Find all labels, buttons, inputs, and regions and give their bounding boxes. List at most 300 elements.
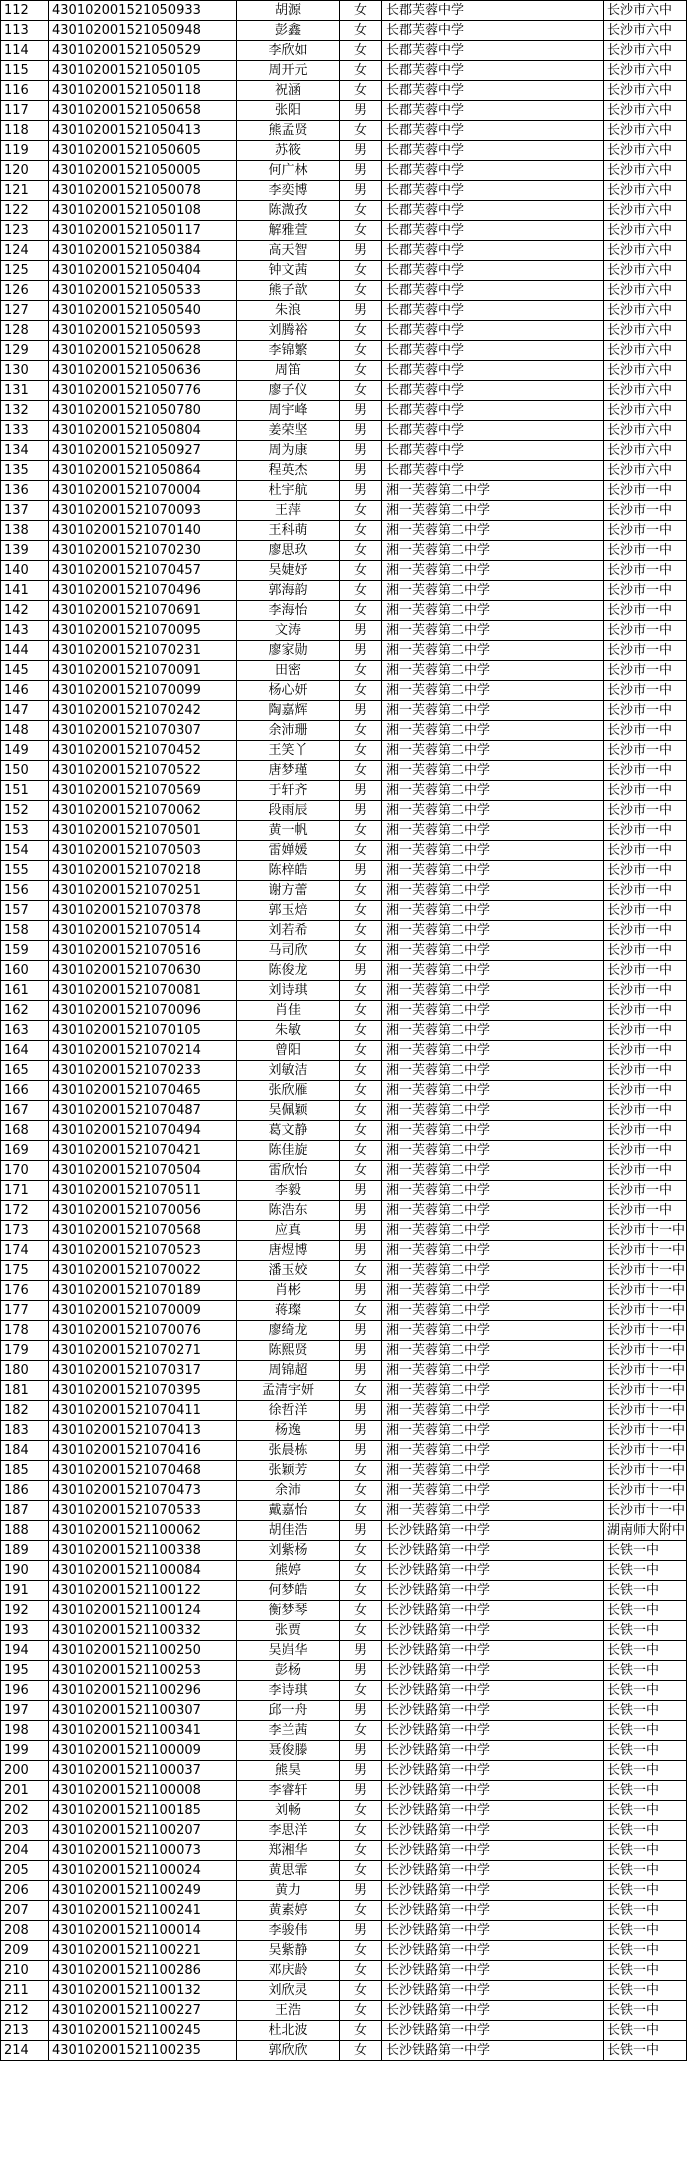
table-row [1, 1201, 687, 1221]
student-name-cell: 吴岿华 [237, 1641, 340, 1661]
registration-number-cell: 430102001521050529 [49, 41, 237, 61]
registration-number-cell: 430102001521070218 [49, 861, 237, 881]
junior-school-cell: 长郡芙蓉中学 [382, 181, 604, 201]
registration-number-cell: 430102001521070465 [49, 1081, 237, 1101]
student-name-cell: 熊昊 [237, 1761, 340, 1781]
registration-number-cell: 430102001521070630 [49, 961, 237, 981]
student-name-cell: 邱一舟 [237, 1701, 340, 1721]
table-row [1, 341, 687, 361]
table-row [1, 801, 687, 821]
student-name-cell: 衡梦琴 [237, 1601, 340, 1621]
gender-cell: 女 [340, 1461, 382, 1481]
student-name-cell: 王科萌 [237, 521, 340, 541]
admitted-school-cell: 长沙市十一中 [604, 1461, 687, 1481]
registration-number-cell: 430102001521070523 [49, 1241, 237, 1261]
junior-school-cell: 长沙铁路第一中学 [382, 1541, 604, 1561]
row-number-cell: 131 [1, 381, 49, 401]
row-number-cell: 139 [1, 541, 49, 561]
registration-number-cell: 430102001521070568 [49, 1221, 237, 1241]
student-name-cell: 徐哲洋 [237, 1401, 340, 1421]
registration-number-cell: 430102001521070096 [49, 1001, 237, 1021]
junior-school-cell: 长沙铁路第一中学 [382, 1561, 604, 1581]
gender-cell: 女 [340, 881, 382, 901]
student-name-cell: 段雨辰 [237, 801, 340, 821]
junior-school-cell: 湘一芙蓉第二中学 [382, 1181, 604, 1201]
registration-number-cell: 430102001521050948 [49, 21, 237, 41]
student-name-cell: 曾阳 [237, 1041, 340, 1061]
student-name-cell: 解雅萱 [237, 221, 340, 241]
row-number-cell: 144 [1, 641, 49, 661]
registration-number-cell: 430102001521050636 [49, 361, 237, 381]
junior-school-cell: 湘一芙蓉第二中学 [382, 621, 604, 641]
registration-number-cell: 430102001521070242 [49, 701, 237, 721]
registration-number-cell: 430102001521100037 [49, 1761, 237, 1781]
table-row [1, 261, 687, 281]
table-row [1, 81, 687, 101]
table-row [1, 1441, 687, 1461]
table-row [1, 201, 687, 221]
admitted-school-cell: 湖南师大附中 [604, 1521, 687, 1541]
registration-number-cell: 430102001521070452 [49, 741, 237, 761]
gender-cell: 男 [340, 401, 382, 421]
gender-cell: 女 [340, 21, 382, 41]
registration-number-cell: 430102001521100235 [49, 2041, 237, 2061]
student-name-cell: 王笑丫 [237, 741, 340, 761]
row-number-cell: 186 [1, 1481, 49, 1501]
gender-cell: 女 [340, 721, 382, 741]
gender-cell: 女 [340, 261, 382, 281]
student-name-cell: 刘诗琪 [237, 981, 340, 1001]
student-name-cell: 祝涵 [237, 81, 340, 101]
junior-school-cell: 湘一芙蓉第二中学 [382, 1381, 604, 1401]
table-row [1, 881, 687, 901]
student-name-cell: 郭海韵 [237, 581, 340, 601]
table-row [1, 1041, 687, 1061]
row-number-cell: 158 [1, 921, 49, 941]
admitted-school-cell: 长铁一中 [604, 1641, 687, 1661]
admitted-school-cell: 长沙市一中 [604, 901, 687, 921]
junior-school-cell: 湘一芙蓉第二中学 [382, 661, 604, 681]
row-number-cell: 115 [1, 61, 49, 81]
table-row [1, 901, 687, 921]
table-row [1, 1381, 687, 1401]
registration-number-cell: 430102001521100286 [49, 1961, 237, 1981]
student-name-cell: 郭玉焙 [237, 901, 340, 921]
student-name-cell: 杨心妍 [237, 681, 340, 701]
gender-cell: 男 [340, 1201, 382, 1221]
student-name-cell: 刘畅 [237, 1801, 340, 1821]
row-number-cell: 148 [1, 721, 49, 741]
table-row [1, 21, 687, 41]
student-name-cell: 刘腾裕 [237, 321, 340, 341]
table-row [1, 401, 687, 421]
registration-number-cell: 430102001521070411 [49, 1401, 237, 1421]
table-row [1, 1081, 687, 1101]
junior-school-cell: 长郡芙蓉中学 [382, 1, 604, 21]
gender-cell: 女 [340, 921, 382, 941]
junior-school-cell: 长郡芙蓉中学 [382, 441, 604, 461]
gender-cell: 女 [340, 541, 382, 561]
gender-cell: 男 [340, 1921, 382, 1941]
gender-cell: 女 [340, 501, 382, 521]
gender-cell: 女 [340, 1681, 382, 1701]
gender-cell: 男 [340, 781, 382, 801]
row-number-cell: 198 [1, 1721, 49, 1741]
row-number-cell: 168 [1, 1121, 49, 1141]
admitted-school-cell: 长沙市十一中 [604, 1401, 687, 1421]
row-number-cell: 170 [1, 1161, 49, 1181]
gender-cell: 女 [340, 981, 382, 1001]
row-number-cell: 149 [1, 741, 49, 761]
junior-school-cell: 长沙铁路第一中学 [382, 1761, 604, 1781]
row-number-cell: 175 [1, 1261, 49, 1281]
junior-school-cell: 长沙铁路第一中学 [382, 2001, 604, 2021]
admitted-school-cell: 长沙市六中 [604, 201, 687, 221]
registration-number-cell: 430102001521070076 [49, 1321, 237, 1341]
table-row [1, 1621, 687, 1641]
table-row [1, 1461, 687, 1481]
admitted-school-cell: 长沙市十一中 [604, 1221, 687, 1241]
junior-school-cell: 湘一芙蓉第二中学 [382, 721, 604, 741]
junior-school-cell: 湘一芙蓉第二中学 [382, 761, 604, 781]
registration-number-cell: 430102001521100009 [49, 1741, 237, 1761]
junior-school-cell: 长郡芙蓉中学 [382, 321, 604, 341]
student-name-cell: 张贾 [237, 1621, 340, 1641]
admitted-school-cell: 长沙市一中 [604, 861, 687, 881]
table-row [1, 1581, 687, 1601]
row-number-cell: 147 [1, 701, 49, 721]
student-name-cell: 余沛珊 [237, 721, 340, 741]
admitted-school-cell: 长沙市一中 [604, 1101, 687, 1121]
student-name-cell: 孟清宇妍 [237, 1381, 340, 1401]
student-name-cell: 李欣如 [237, 41, 340, 61]
junior-school-cell: 长郡芙蓉中学 [382, 221, 604, 241]
admitted-school-cell: 长沙市一中 [604, 581, 687, 601]
junior-school-cell: 湘一芙蓉第二中学 [382, 1301, 604, 1321]
student-name-cell: 陶嘉辉 [237, 701, 340, 721]
row-number-cell: 124 [1, 241, 49, 261]
admitted-school-cell: 长沙市十一中 [604, 1261, 687, 1281]
student-name-cell: 李海怡 [237, 601, 340, 621]
registration-number-cell: 430102001521050413 [49, 121, 237, 141]
gender-cell: 男 [340, 1441, 382, 1461]
row-number-cell: 182 [1, 1401, 49, 1421]
row-number-cell: 119 [1, 141, 49, 161]
gender-cell: 男 [340, 861, 382, 881]
gender-cell: 女 [340, 201, 382, 221]
student-name-cell: 陈梓皓 [237, 861, 340, 881]
table-row [1, 1521, 687, 1541]
registration-number-cell: 430102001521070395 [49, 1381, 237, 1401]
junior-school-cell: 长郡芙蓉中学 [382, 361, 604, 381]
row-number-cell: 180 [1, 1361, 49, 1381]
registration-number-cell: 430102001521100296 [49, 1681, 237, 1701]
admitted-school-cell: 长沙市一中 [604, 821, 687, 841]
row-number-cell: 196 [1, 1681, 49, 1701]
table-row [1, 41, 687, 61]
registration-number-cell: 430102001521100008 [49, 1781, 237, 1801]
junior-school-cell: 长郡芙蓉中学 [382, 421, 604, 441]
admitted-school-cell: 长铁一中 [604, 1661, 687, 1681]
admitted-school-cell: 长沙市一中 [604, 661, 687, 681]
gender-cell: 女 [340, 1621, 382, 1641]
junior-school-cell: 湘一芙蓉第二中学 [382, 1241, 604, 1261]
student-name-cell: 聂俊滕 [237, 1741, 340, 1761]
gender-cell: 女 [340, 661, 382, 681]
registration-number-cell: 430102001521100332 [49, 1621, 237, 1641]
junior-school-cell: 长沙铁路第一中学 [382, 2021, 604, 2041]
admitted-school-cell: 长沙市六中 [604, 121, 687, 141]
row-number-cell: 173 [1, 1221, 49, 1241]
registration-number-cell: 430102001521050404 [49, 261, 237, 281]
admitted-school-cell: 长铁一中 [604, 2041, 687, 2061]
gender-cell: 女 [340, 1481, 382, 1501]
admitted-school-cell: 长沙市一中 [604, 481, 687, 501]
junior-school-cell: 长郡芙蓉中学 [382, 401, 604, 421]
row-number-cell: 116 [1, 81, 49, 101]
gender-cell: 女 [340, 1841, 382, 1861]
table-row [1, 1701, 687, 1721]
junior-school-cell: 长郡芙蓉中学 [382, 301, 604, 321]
row-number-cell: 185 [1, 1461, 49, 1481]
row-number-cell: 136 [1, 481, 49, 501]
gender-cell: 女 [340, 1561, 382, 1581]
admitted-school-cell: 长沙市一中 [604, 1161, 687, 1181]
registration-number-cell: 430102001521100245 [49, 2021, 237, 2041]
table-row [1, 1261, 687, 1281]
row-number-cell: 128 [1, 321, 49, 341]
junior-school-cell: 长沙铁路第一中学 [382, 1681, 604, 1701]
admitted-school-cell: 长沙市六中 [604, 161, 687, 181]
registration-number-cell: 430102001521070511 [49, 1181, 237, 1201]
registration-number-cell: 430102001521070095 [49, 621, 237, 641]
table-row [1, 1861, 687, 1881]
junior-school-cell: 长郡芙蓉中学 [382, 21, 604, 41]
admitted-school-cell: 长沙市一中 [604, 1121, 687, 1141]
row-number-cell: 201 [1, 1781, 49, 1801]
admitted-school-cell: 长铁一中 [604, 1921, 687, 1941]
admitted-school-cell: 长铁一中 [604, 1741, 687, 1761]
row-number-cell: 143 [1, 621, 49, 641]
row-number-cell: 161 [1, 981, 49, 1001]
table-row [1, 721, 687, 741]
table-row [1, 561, 687, 581]
junior-school-cell: 湘一芙蓉第二中学 [382, 1101, 604, 1121]
junior-school-cell: 长沙铁路第一中学 [382, 1741, 604, 1761]
student-name-cell: 廖子仪 [237, 381, 340, 401]
admitted-school-cell: 长沙市一中 [604, 981, 687, 1001]
row-number-cell: 123 [1, 221, 49, 241]
student-name-cell: 王萍 [237, 501, 340, 521]
junior-school-cell: 长郡芙蓉中学 [382, 381, 604, 401]
junior-school-cell: 湘一芙蓉第二中学 [382, 1141, 604, 1161]
gender-cell: 男 [340, 1221, 382, 1241]
row-number-cell: 189 [1, 1541, 49, 1561]
row-number-cell: 171 [1, 1181, 49, 1201]
student-name-cell: 郭欣欣 [237, 2041, 340, 2061]
junior-school-cell: 湘一芙蓉第二中学 [382, 901, 604, 921]
student-name-cell: 朱敏 [237, 1021, 340, 1041]
student-name-cell: 熊子歆 [237, 281, 340, 301]
junior-school-cell: 湘一芙蓉第二中学 [382, 1401, 604, 1421]
student-name-cell: 唐煜博 [237, 1241, 340, 1261]
junior-school-cell: 长郡芙蓉中学 [382, 241, 604, 261]
table-row [1, 1241, 687, 1261]
junior-school-cell: 长沙铁路第一中学 [382, 1861, 604, 1881]
student-name-cell: 余沛 [237, 1481, 340, 1501]
student-name-cell: 吴婕妤 [237, 561, 340, 581]
student-name-cell: 李骏伟 [237, 1921, 340, 1941]
junior-school-cell: 湘一芙蓉第二中学 [382, 1341, 604, 1361]
row-number-cell: 159 [1, 941, 49, 961]
table-row [1, 501, 687, 521]
table-row [1, 1281, 687, 1301]
table-row [1, 781, 687, 801]
admitted-school-cell: 长沙市一中 [604, 701, 687, 721]
student-name-cell: 雷婵媛 [237, 841, 340, 861]
gender-cell: 女 [340, 1101, 382, 1121]
gender-cell: 男 [340, 161, 382, 181]
table-row [1, 821, 687, 841]
admitted-school-cell: 长铁一中 [604, 1841, 687, 1861]
admitted-school-cell: 长沙市十一中 [604, 1481, 687, 1501]
junior-school-cell: 湘一芙蓉第二中学 [382, 781, 604, 801]
student-name-cell: 程英杰 [237, 461, 340, 481]
student-name-cell: 姜荣坚 [237, 421, 340, 441]
table-row [1, 841, 687, 861]
admitted-school-cell: 长铁一中 [604, 1601, 687, 1621]
table-row [1, 621, 687, 641]
student-name-cell: 陈溦孜 [237, 201, 340, 221]
registration-number-cell: 430102001521070093 [49, 501, 237, 521]
junior-school-cell: 湘一芙蓉第二中学 [382, 1481, 604, 1501]
row-number-cell: 134 [1, 441, 49, 461]
table-row [1, 1961, 687, 1981]
table-row [1, 481, 687, 501]
student-name-cell: 何梦皓 [237, 1581, 340, 1601]
registration-number-cell: 430102001521100185 [49, 1801, 237, 1821]
junior-school-cell: 长沙铁路第一中学 [382, 1621, 604, 1641]
registration-number-cell: 430102001521070501 [49, 821, 237, 841]
table-row [1, 1661, 687, 1681]
junior-school-cell: 长沙铁路第一中学 [382, 1601, 604, 1621]
table-row [1, 701, 687, 721]
student-name-cell: 高天智 [237, 241, 340, 261]
registration-number-cell: 430102001521070189 [49, 1281, 237, 1301]
table-row [1, 1341, 687, 1361]
admitted-school-cell: 长沙市六中 [604, 321, 687, 341]
gender-cell: 男 [340, 301, 382, 321]
row-number-cell: 129 [1, 341, 49, 361]
table-row [1, 121, 687, 141]
junior-school-cell: 长沙铁路第一中学 [382, 2041, 604, 2061]
row-number-cell: 210 [1, 1961, 49, 1981]
registration-number-cell: 430102001521050864 [49, 461, 237, 481]
student-name-cell: 熊孟贤 [237, 121, 340, 141]
table-row [1, 1061, 687, 1081]
admitted-school-cell: 长沙市一中 [604, 541, 687, 561]
registration-number-cell: 430102001521070457 [49, 561, 237, 581]
student-name-cell: 黄思霏 [237, 1861, 340, 1881]
admitted-school-cell: 长沙市一中 [604, 1001, 687, 1021]
junior-school-cell: 长沙铁路第一中学 [382, 1961, 604, 1981]
row-number-cell: 114 [1, 41, 49, 61]
admitted-school-cell: 长沙市六中 [604, 81, 687, 101]
row-number-cell: 192 [1, 1601, 49, 1621]
student-name-cell: 周为康 [237, 441, 340, 461]
junior-school-cell: 长郡芙蓉中学 [382, 461, 604, 481]
junior-school-cell: 湘一芙蓉第二中学 [382, 961, 604, 981]
table-row [1, 1641, 687, 1661]
registration-number-cell: 430102001521070496 [49, 581, 237, 601]
gender-cell: 男 [340, 1761, 382, 1781]
gender-cell: 女 [340, 2001, 382, 2021]
admitted-school-cell: 长沙市六中 [604, 261, 687, 281]
row-number-cell: 138 [1, 521, 49, 541]
gender-cell: 女 [340, 1161, 382, 1181]
table-row [1, 361, 687, 381]
gender-cell: 女 [340, 1541, 382, 1561]
row-number-cell: 121 [1, 181, 49, 201]
row-number-cell: 140 [1, 561, 49, 581]
table-row [1, 101, 687, 121]
table-row [1, 541, 687, 561]
table-row [1, 141, 687, 161]
student-name-cell: 于轩齐 [237, 781, 340, 801]
table-row [1, 641, 687, 661]
registration-number-cell: 430102001521050776 [49, 381, 237, 401]
junior-school-cell: 湘一芙蓉第二中学 [382, 681, 604, 701]
row-number-cell: 127 [1, 301, 49, 321]
row-number-cell: 142 [1, 601, 49, 621]
table-row [1, 681, 687, 701]
registration-number-cell: 430102001521070022 [49, 1261, 237, 1281]
table-row [1, 601, 687, 621]
gender-cell: 男 [340, 1181, 382, 1201]
junior-school-cell: 湘一芙蓉第二中学 [382, 1261, 604, 1281]
registration-number-cell: 430102001521070473 [49, 1481, 237, 1501]
row-number-cell: 191 [1, 1581, 49, 1601]
junior-school-cell: 长沙铁路第一中学 [382, 1921, 604, 1941]
registration-number-cell: 430102001521070307 [49, 721, 237, 741]
student-name-cell: 刘若希 [237, 921, 340, 941]
admitted-school-cell: 长沙市一中 [604, 1041, 687, 1061]
table-row [1, 421, 687, 441]
registration-number-cell: 430102001521070233 [49, 1061, 237, 1081]
admitted-school-cell: 长铁一中 [604, 1561, 687, 1581]
registration-number-cell: 430102001521070004 [49, 481, 237, 501]
admitted-school-cell: 长铁一中 [604, 1821, 687, 1841]
registration-number-cell: 430102001521070691 [49, 601, 237, 621]
admitted-school-cell: 长沙市六中 [604, 21, 687, 41]
row-number-cell: 125 [1, 261, 49, 281]
table-row [1, 241, 687, 261]
gender-cell: 男 [340, 1781, 382, 1801]
student-name-cell: 吴佩颖 [237, 1101, 340, 1121]
gender-cell: 男 [340, 461, 382, 481]
admitted-school-cell: 长沙市六中 [604, 41, 687, 61]
row-number-cell: 160 [1, 961, 49, 981]
row-number-cell: 130 [1, 361, 49, 381]
registration-number-cell: 430102001521100250 [49, 1641, 237, 1661]
registration-number-cell: 430102001521070251 [49, 881, 237, 901]
registration-number-cell: 430102001521050804 [49, 421, 237, 441]
gender-cell: 女 [340, 681, 382, 701]
student-name-cell: 周笛 [237, 361, 340, 381]
admitted-school-cell: 长铁一中 [604, 1901, 687, 1921]
table-row [1, 1881, 687, 1901]
table-row [1, 161, 687, 181]
